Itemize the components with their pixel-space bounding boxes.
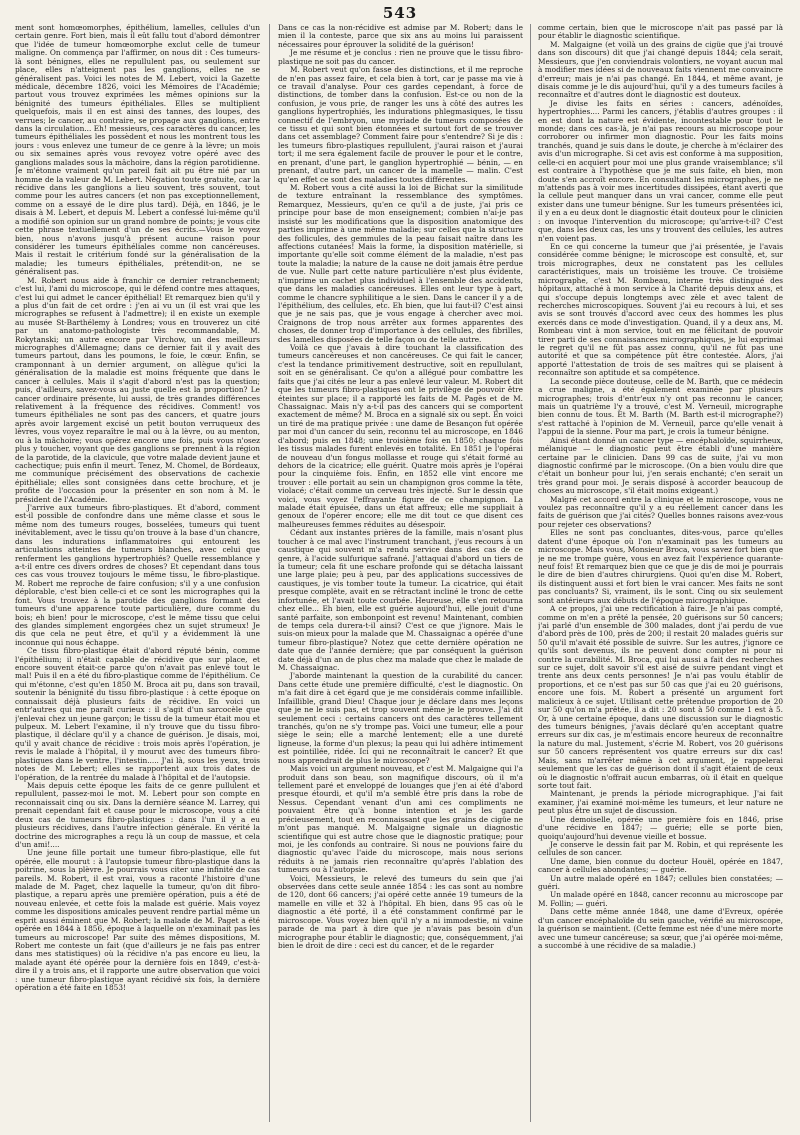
paragraph: Voici, Messieurs, le relevé des tumeurs du sein que j'ai observées dans cette seule année 1854 : les cas sont au nombre de 120, dont 66 cancers; j'ai opéré cette année 19 tumeurs de la mamelle en ville et 32 à l'hôpital. Eh bien, dans 95 cas où le diagnostic a été porté, il a été constamment confirmé par le microscope. Vous voyez bien qu'il n'y a ni immodestie, ni vaine parade de ma part à dire que je n'avais pas besoin d'un micrographe pour établir le diagnostic; que, conséquemment, j'ai bien le droit de dire : ceci est du cancer, et de le regarder [278, 873, 523, 950]
paragraph: Mais voici un argument nouveau, et c'est M. Malgaigne qui l'a produit dans son beau, son magnifique discours, où il m'a tellement paré et enveloppé de louanges que j'en ai été d'abord presque étourdi, et qu'il m'a semblé être pris dans la robe de Nessus. Cependant venant d'un ami ces compliments ne pouvaient être qu'à bonne intention et je les garde précieusement, tout en reconnaissant que les grains de cigüe ne m'ont pas manqué. M. Malgaigne signale un diagnostic scientifique qui est autre chose que le diagnostic pratique; pour moi, je les confonds au contraire. Si nous ne pouvions faire du diagnostic qu'avec l'aide du microscope, mais nous serions réduits à ne jamais rien reconnaître qu'après l'ablation des tumeurs ou à l'autopsie. [278, 764, 523, 875]
paragraph: M. Robert nous aide à franchir ce dernier retranchement; c'est lui, l'ami du microscope, qui le défend contre mes attaques, c'est lui qui admet le cancer épithélial! Et remarquez bien qu'il y a plus d'un fait de cet ordre : j'en ai vu un (il est vrai que les micrographes se refusent à l'admettre); il en existe un exemple au musée St-Barthélemy à Londres; vous en trouverez un cité par un anatomo-pathologiste très recommandable, M. Rokytanski; un autre encore par Virchow, un des meilleurs micrographes d'Allemagne; dans ce dernier fait il y avait des tumeurs partout, dans les poumons, le foie, le cœur. Enfin, se cramponnant à un dernier argument, on allègue qu'ici la généralisation de la maladie est moins fréquente que dans le cancer à cellules. Mais il s'agit d'abord n'est pas la question; puis, d'ailleurs, savez-vous au juste quelle est la proportion? Le cancer ordinaire présente, lui aussi, de très grandes différences relativement à la fréquence des récidives. Comment! vos tumeurs épithéliales ne sont pas des cancers, et quatre jours après avoir largement excisé un petit bouton verruqueux des lèvres, vous voyez reparaître le mal ou à la lèvre, ou au menton, ou à la mâchoire; vous opérez encore une fois, puis vous n'osez plus y toucher, voyant que des ganglions se prennent à la région de la parotide, de la clavicule, que votre malade devient jaune et cachectique; puis enfin il meurt. Tenez, M. Chomel, de Bordeaux, me communique précisément des observations de cachexie épithéliale; elles sont consignées dans cette brochure, et je profite de l'occasion pour la présenter en son nom à M. le président de l'Académie. [15, 275, 260, 504]
text-column-1 [15, 24, 260, 1122]
paragraph: Voilà ce que j'avais à dire touchant la classification des tumeurs cancéreuses et non cancéreuses. Ce qui fait le cancer, c'est la tendance primitivement destructive, soit en repullulant, soit en se généralisant. Ce qu'on a allégué pour combattre les faits que j'ai cités ne leur a pas enlevé leur valeur. M. Robert dit que les tumeurs fibro-plastiques ont le privilège de pouvoir être éteintes sur place; il a rapporté les faits de M. Pagès et de M. Chassaignac. Mais n'y a-t-il pas des cancers qui se comportent exactement de même? M. Broca en a signalé six ou sept. En voici un tiré de ma pratique privée : une dame de Besançon fut opérée par moi d'un cancer du sein, reconnu tel au microscope, en 1846 d'abord; puis en 1848; une troisième fois en 1850; chaque fois les tissus malades furent enlevés en totalité. En 1851 je l'opérai de nouveau d'un fongus mollasse et rouge qui s'était formé au dehors de la cicatrice; elle guérit. Quatre mois après je l'opérai pour la cinquième fois. Enfin, en 1852 elle vint encore me trouver : elle portait au sein un champignon gros comme la tête, violacé; c'était comme un cerveau très injecté. Sur le dessin que voici, vous voyez l'effrayante figure de ce champignon. La malade était épuisée, dans un état affreux; elle me suppliait à genoux de l'opérer encore; elle me dit tout ce que disent ces malheureuses femmes réduites au désespoir. [278, 343, 523, 529]
paragraph: Ainsi étant donné un cancer type — encéphaloïde, squirrheux, mélanique — le diagnostic peut être établi d'une manière certaine par le clinicien. Dans 99 cas de suite, j'ai vu mon diagnostic confirmé par le microscope. (On a bien voulu dire que c'était un bonheur pour lui, j'en serais enchanté; c'en serait un très grand pour moi. Je serais disposé à accorder beaucoup de choses au microscope, s'il était moins exigeant.) [538, 435, 783, 496]
paragraph: Dans cette même année 1848, une dame d'Evreux, opérée d'un cancer encéphaloïde du sein gauche, vérifié au microscope, la guérison se maintient. (Cette femme est née d'une mère morte avec une tumeur cancéreuse; sa sœur, que j'ai opérée moi-même, a succombé à une récidive de sa maladie.) [538, 907, 783, 950]
paragraph: J'aborde maintenant la question de la curabilité du cancer. Dans cette étude une première difficulté, c'est le diagnostic. On m'a fait dire à cet égard que je me considérais comme infaillible. Infaillible, grand Dieu! Chaque jour je déclare dans mes leçons que je ne le suis pas, et trop souvent même je le prouve. J'ai dit seulement ceci : certains cancers ont des caractères tellement tranchés, qu'on ne s'y trompe pas. Voici une tumeur, elle a pour siège le sein; elle a marché lentement; elle a une dureté ligneuse, la forme d'un plexus; la peau qui lui adhère intimement est pointillée, ridée. Ici qui ne reconnaîtrait le cancer? Et que nous apprendrait de plus le microscope? [278, 671, 523, 765]
paragraph: En ce qui concerne la tumeur que j'ai présentée, je l'avais considérée comme bénigne; le microscope est consulté, et, sur trois micrographes, deux ne constatent pas les cellules caractéristiques, mais un troisième les trouve. Ce troisième micrographe, c'est M. Rombeau, interne très distingué des hôpitaux, attaché à mon service à la Charité depuis deux ans, et qui s'occupe depuis longtemps avec zèle et avec talent de recherches microscopiques. Souvent j'ai eu recours à lui, et ses avis se sont trouvés d'accord avec ceux des hommes les plus exercés dans ce mode d'investigation. Quand, il y a deux ans, M. Rombeau vint à mon service, tout en me félicitant de pouvoir tirer parti de ses connaissances micrographiques, je lui exprimai le regret qu'il ne fût pas assez connu, qu'il ne fût pas une autorité et que sa compétence pût être contestée. Alors, j'ai apporté l'attestation de trois de ses maîtres qui se plaisent à reconnaître son aptitude et sa compétence. [538, 241, 783, 378]
paragraph: A ce propos, j'ai une rectification à faire. Je n'ai pas compté, comme on m'en a prêté la pensée, 20 guérisons sur 50 cancers; j'ai parlé d'un ensemble de 300 malades, dont j'ai perdu de vue d'abord près de 100, près de 200; il restait 20 malades guéris sur 50 qu'il m'avait été possible de suivre. Sur les autres, j'ignore ce qu'ils sont devenus, ils ne peuvent donc compter ni pour ni contre la curabilité. M. Broca, qui lui aussi a fait des recherches sur ce sujet, dolt savoir s'il est aisé de suivre pendant vingt et trente ans deux cents personnes! Je n'ai pas voulu établir de proportions, et ce n'est pas sur 50 cas que j'ai eu 20 guérisons, encore une fois. M. Robert a présenté un argument fort malicieux à ce sujet. Utilisant cette prétendue proportion de 20 sur 50 qu'on m'a prêtée, il a dit : 20 sont à 50 comme 1 est à 5. Or, à une certaine époque, dans une discussion sur le diagnostic des tumeurs bénignes, j'avais déclaré qu'en acceptant quatre erreurs sur dix cas, je m'estimais encore heureux de reconnaître la nature du mal. Justement, s'écrie M. Robert, vos 20 guérisons sur 50 cancers représentent vos quatre erreurs sur dix cas! Mais, sans m'arrêter même à cet argument, je rappelerai seulement que les cas de guérison dont il s'agit étaient de ceux où le diagnostic n'offrait aucun embarras, où il était en quelque sorte tout fait. [538, 604, 783, 790]
paragraph: Mais depuis cette époque les faits de ce genre pullulent et repullulent, passez-moi le mot. M. Lebert pour son compte en reconnaissait cinq ou six. Dans la dernière séance M. Larrey, qui prenait cependant fait et cause pour le microscope, vous a cité deux cas de tumeurs fibro-plastiques : dans l'un il y a eu plusieurs récidives, dans l'autre infection générale. En vérité la doctrine des micrographes a reçu là un coup de massue, et cela d'un ami!.... [15, 780, 260, 849]
paragraph: Malgré cet accord entre la clinique et le microscope, vous ne voulez pas reconnaître qu'il y a eu réellement cancer dans les faits de guérison que j'ai cités? Quelles bonnes raisons avez-vous pour rejeter ces observations? [538, 494, 783, 529]
paragraph: Elles ne sont pas concluantes, dites-vous, parce qu'elles datent d'une époque où l'on n'examinait pas les tumeurs au microscope. Mais vous, Monsieur Broca, vous savez fort bien que je ne me trompe guère, vous en avez fait l'expérience quarante-neuf fois! Et remarquez bien que ce que je dis de moi je pourrais le dire de bien d'autres chirurgiens. Quoi qu'en dise M. Robert, ils distinguent aussi et fort bien le vrai cancer. Mes faits ne sont pas concluants? Si, vraiment, ils le sont. Cinq ou six seulement sont antérieurs aux débuts de l'époque micrographique. [538, 528, 783, 605]
paragraph: Je me résume et je conclus : rien ne prouve que le tissu fibro-plastique ne soit pas du cancer. [278, 48, 523, 66]
paragraph: ment sont homœomorphes, épithélium, lamelles, cellules d'un certain genre. Fort bien, mais il eût fallu tout d'abord démontrer que l'idée de tumeur homœomorphe exclut celle de tumeur maligne. On commença par l'affirmer, on nous dit : Ces tumeurs-là sont bénignes, elles ne repullulent pas, ou seulement sur place, elles n'atteignent pas les ganglions, elles ne se généralisent pas. Voici les notes de M. Lebert, voici la Gazette médicale, décembre 1826, voici les Mémoires de l'Académie; partout vous trouvez exprimées les mêmes opinions sur la bénignité des tumeurs épithéliales. Elles se multiplient quelquefois, mais il en est ainsi des tannes, des loupes, des verrues; le cancer, au contraire, se propage aux ganglions, entre dans la circulation... Eh! messieurs, ces caractères du cancer, les tumeurs épithéliales les possèdent et nous les montrent tous les jours : vous enlevez une tumeur de ce genre à la lèvre; un mois ou six semaines après vous revoyez votre opéré avec des ganglions malades sous la mâchoire, dans la région parotidienne. Je m'étonne vraiment qu'un pareil fait ait pu être nié par un homme de la valeur de M. Lebert. Négation toute gratuite, car la récidive dans les ganglions a lieu souvent, très souvent, tout comme pour les autres cancers (et non pas exceptionnellement, comme on a essayé de le dire plus tard). Déjà, en 1846, je le disais à M. Lebert, et depuis M. Lebert a confessé lui-même qu'il a modifié son opinion sur un grand nombre de points; je vous cite cette phrase textuellement d'un de ses écrits.—Vous le voyez bien, nous n'avons jusqu'à présent aucune raison pour considérer les tumeurs épithéliales comme non cancéreuses. Mais il restait le critérium fondé sur la généralisation de la maladie; les tumeurs épithéliales, prétendit-on, ne se généralisent pas. [15, 24, 260, 277]
paragraph: Une dame, bien connue du docteur Houël, opérée en 1847, cancer à cellules abondantes; — guérie. [538, 856, 783, 875]
paragraph: La seconde pièce douteuse, celle de M. Barth, que ce médecin a crue maligne, a été également examinée par plusieurs micrographes; trois d'entr'eux n'y ont pas reconnu le cancer, mais un quatrième l'y a trouvé, c'est M. Verneuil, micrographe bien connu de tous. Et M. Barth (M. Barth est-il micrographe?) s'est rattaché à l'opinion de M. Verneuil, parce qu'elle venait à l'appui de la sienne. Pour ma part, je crois la tumeur bénigne. [538, 376, 783, 437]
paragraph: Maintenant, je prends la période micrographique. J'ai fait examiner, j'ai examiné moi-même les tumeurs, et leur nature ne peut plus être un sujet de discussion. [538, 789, 783, 816]
paragraph: Je conserve le dessin fait par M. Robin, et qui représente les cellules de son cancer. [538, 839, 783, 858]
paragraph: Un autre malade opéré en 1847; cellules bien constatées; — guéri. [538, 873, 783, 892]
paragraph: Cédant aux instantes prières de la famille, mais n'osant plus toucher à ce mal avec l'instrument tranchant, j'eus recours à un caustique qui souvent m'a rendu service dans des cas de ce genre, à l'acide sulfurique safrané. J'attaquai d'abord un tiers de la tumeur; cela fit une eschare profonde qui se détacha laissant une large plaie; peu à peu, par des applications successives de caustiques, je vis tomber toute la tumeur. La cicatrice, qui était presque complète, avait en se rétractant incliné le tronc de cette infortunée, et l'avait toute courbée. Heureuse, elle s'en retourna chez elle... Eh bien, elle est guérie aujourd'hui, elle jouit d'une santé parfaite, son embonpoint est revenu! Maintenant, combien de temps cela durera-t-il ainsi? C'est ce que j'ignore. Mais le suis-on mieux pour la malade que M. Chassaignac a opérée d'une tumeur fibro-plastique? Notez que cette dernière opération ne date que de l'année dernière; que par conséquent la guérison date déjà d'un an de plus chez ma malade que chez le malade de M. Chassaignac. [278, 528, 523, 673]
column-divider [530, 24, 531, 1122]
paragraph: Une jeune fille portait une tumeur fibro-plastique, elle fut opérée, elle mourut : à l'autopsie tumeur fibro-plastique dans la poitrine, sous la plèvre. Je pourrais vous citer une infinité de cas pareils. M. Robert, il est vrai, vous a raconté l'histoire d'une malade de M. Paget, chez laquelle la tumeur, qu'on dit fibro-plastique, a reparu après une première opération, puis a été de nouveau enlevée, et cette fois la malade est guérie. Mais voyez comme les dispositions amicales peuvent rendre partial même un esprit aussi éminent que M. Robert; la malade de M. Paget a été opérée en 1844 à 1856, époque à laquelle on n'examinait pas les tumeurs au microscope! Par suite des mêmes dispositions, M. Robert me conteste un fait (que d'ailleurs je ne fais pas entrer dans mes statistiques) où la récidive n'a pas encore eu lieu, la malade ayant été opérée pour la dernière fois en 1849, c'est-à-dire il y a trois ans, et il rapporte une autre observation que voici : une tumeur fibro-plastique ayant récidivé six fois, la dernière opération a été faite en 1853! [15, 848, 260, 993]
paragraph: M. Robert vous a cité aussi la loi de Bichat sur la similitude de texture entraînant la ressemblance des symptômes. Remarquez, Messieurs, qu'en ce qu'il a de juste, j'ai pris ce principe pour base de mon enseignement; combien n'ai-je pas insisté sur les modifications que la disposition anatomique des parties imprime à une même maladie; sur celles que la structure des follicules, des gemmules de la peau faisait naître dans les affections cutanées! Mais la forme, la disposition matérielle, si importante qu'elle soit comme élément de la maladie, n'est pas toute la maladie; la nature de la cause ne doit jamais être perdue de vue. Nulle part cette nature particulière n'est plus évidente, n'imprime un cachet plus individuel à l'ensemble des accidents, que dans les maladies cancéreuses. Elles ont leur type à part, comme le chancre syphilitique a le sien. Dans le cancer il y a de l'épithélium, des cellules, etc. Eh bien, que lui faut-il? C'est ainsi que je ne sais pas, que je vous engage à chercher avec moi. Craignons de trop nous arrêter aux formes apparentes des choses, de donner trop d'importance à des cellules, des fibrilles, des lamelles disposées de telle façon ou de telle autre. [278, 183, 523, 344]
paragraph: J'arrive aux tumeurs fibro-plastiques. Et d'abord, comment est-il possible de confondre dans une même classe et sous le même nom des tumeurs rouges, bosselées, tumeurs qui tuent inévitablement, avec le tissu qu'on trouve à la base d'un chancre, dans les indurations inflammatoires qui entourent les articulations atteintes de tumeurs blanches, avec celui que renferment les ganglions hypertrophiés? Quelle ressemblance y a-t-il entre ces divers ordres de choses? Et cependant dans tous ces cas vous trouvez toujours le même tissu, le fibro-plastique. M. Robert me reproche de faire confusion; s'il y a une confusion déplorable, c'est bien celle-ci et ce sont les micrographes qui la font. Vous trouvez à la parotide des ganglions formant des tumeurs d'une apparence toute particulière, dure comme du bois; eh bien! pour le microscope, c'est le même tissu que celui des glandes simplement engorgées chez un sujet strumeux! Je dis que cela ne peut être, et qu'il y a évidemment là une inconnue qui nous échappe. [15, 503, 260, 647]
column-divider [269, 24, 270, 1122]
page-number: 543 [382, 4, 418, 22]
paragraph: Une demoiselle, opérée une première fois en 1846, prise d'une récidive en 1847; — guérie; elle se porte bien, quoiqu'aujourd'hui devenue vieille et bossue. [538, 814, 783, 841]
text-column-2 [278, 24, 523, 1122]
paragraph: Ce tissu fibro-plastique était d'abord réputé bénin, comme l'épithélium; il n'était capable de récidive que sur place, et encore souvent était-ce parce qu'on n'avait pas enlevé tout le mal! Puis il en a été du fibro-plastique comme de l'épithélium. Ce qui m'étonne, c'est qu'en 1850 M. Broca ait pu, dans son travail, soutenir la bénignité du tissu fibro-plastique : à cette époque on connaissait déjà plusieurs faits de récidive. En voici un entr'autres qui me paraît curieux : il s'agit d'un sarcocèle que j'enlevai chez un jeune garçon; le tissu de la tumeur était mou et pulpeux. M. Lebert l'examine, il n'y trouve que du tissu fibro-plastique, il déclare qu'il y a chance de guérison. Je disais, moi, qu'il y avait chance de récidive : trois mois après l'opération, je revis le malade à l'hôpital, il y mourut avec des tumeurs fibro-plastiques dans le ventre, l'intestin..... J'ai là, sous les yeux, trois notes de M. Lebert; elles se rapportent aux trois dates de l'opération, de la rentrée du malade à l'hôpital et de l'autopsie. [15, 646, 260, 782]
paragraph: comme certain, bien que le microscope n'ait pas passé par là pour établir le diagnostic scientifique. [538, 24, 783, 41]
paragraph: M. Robert veut qu'on fasse des distinctions, et il me reproche de n'en pas assez faire, et cela bien à tort, car je passe ma vie à ce travail d'analyse. Pour ces gardes cependant, à force de distinctions, de tomber dans la confusion. Est-ce ou non de la confusion, je vous prie, de ranger les uns à côté des autres les ganglions hypertrophiés, les indurations phlegmasiques, le tissu connectif de l'embryon, une myriade de tumeurs composées de ce tissu et qui sont bien étonnées et surtout fort de se trouver dans cet assemblage? Comment faire pour s'entendre? Si je dis : les tumeurs fibro-plastiques repullulent, j'aurai raison et j'aurai tort; il me sera également facile de prouver le pour et le contre, en prenant, d'une part, le ganglion hypertrophié — bénin, — en prenant, d'autre part, un cancer de la mamelle — malin. C'est qu'en effet ce sont des maladies toutes différentes. [278, 65, 523, 184]
text-column-3 [538, 24, 783, 1122]
paragraph: Dans ce cas la non-récidive est admise par M. Robert; dans le mien il la conteste, parce que six ans au moins lui paraissent nécessaires pour éprouver la solidité de la guérison! [278, 24, 523, 49]
paragraph: Je divise les faits en séries : cancers, adénoïdes, hypertrophies.... Parmi les cancers, j'établis d'autres groupes : il en est dont la nature est évidente, incontestable pour tout le monde; dans ces cas-là, je n'ai pas recours au microscope pour corroborer ou infirmer mon diagnostic. Pour les faits moins tranchés, quand je suis dans le doute, je cherche à m'éclairer des avis d'un micrographe. Si cet avis est conforme à ma supposition, celle-ci en acquiert pour moi une plus grande vraisemblance; s'il est contraire à l'hypothèse que je me suis faite, eh bien, mon doute s'en accroît encore. En consultant les micrographes, je ne m'attends pas à voir mes incertitudes dissipées, étant averti que la cellule peut manquer dans un vrai cancer, comme elle peut exister dans une tumeur bénigne. Sur les tumeurs présentées ici, il y en a eu deux dont le diagnostic était douteux pour le clinicien : on invoque l'intervention du microscope; qu'arrive-t-il? C'est que, dans les deux cas, les uns y trouvent des cellules, les autres n'en voient pas. [538, 98, 783, 243]
paragraph: Un malade opéré en 1848, cancer reconnu au microscope par M. Follin; — guéri. [538, 890, 783, 908]
paragraph: M. Malgaigne (et voilà un des grains de cigüe que j'ai trouvé dans son discours) dit que j'ai changé depuis 1844; cela serait, Messieurs, que j'en conviendrais volontiers, ne voyant aucun mal à modifier mes idées si de nouveaux faits viennent me convaincre d'erreur; mais je n'ai pas changé. En 1844, et même avant, je disais comme je le dis aujourd'hui, qu'il y a des tumeurs faciles à reconnaître et d'autres dont le diagnostic est douteux. [538, 39, 783, 100]
